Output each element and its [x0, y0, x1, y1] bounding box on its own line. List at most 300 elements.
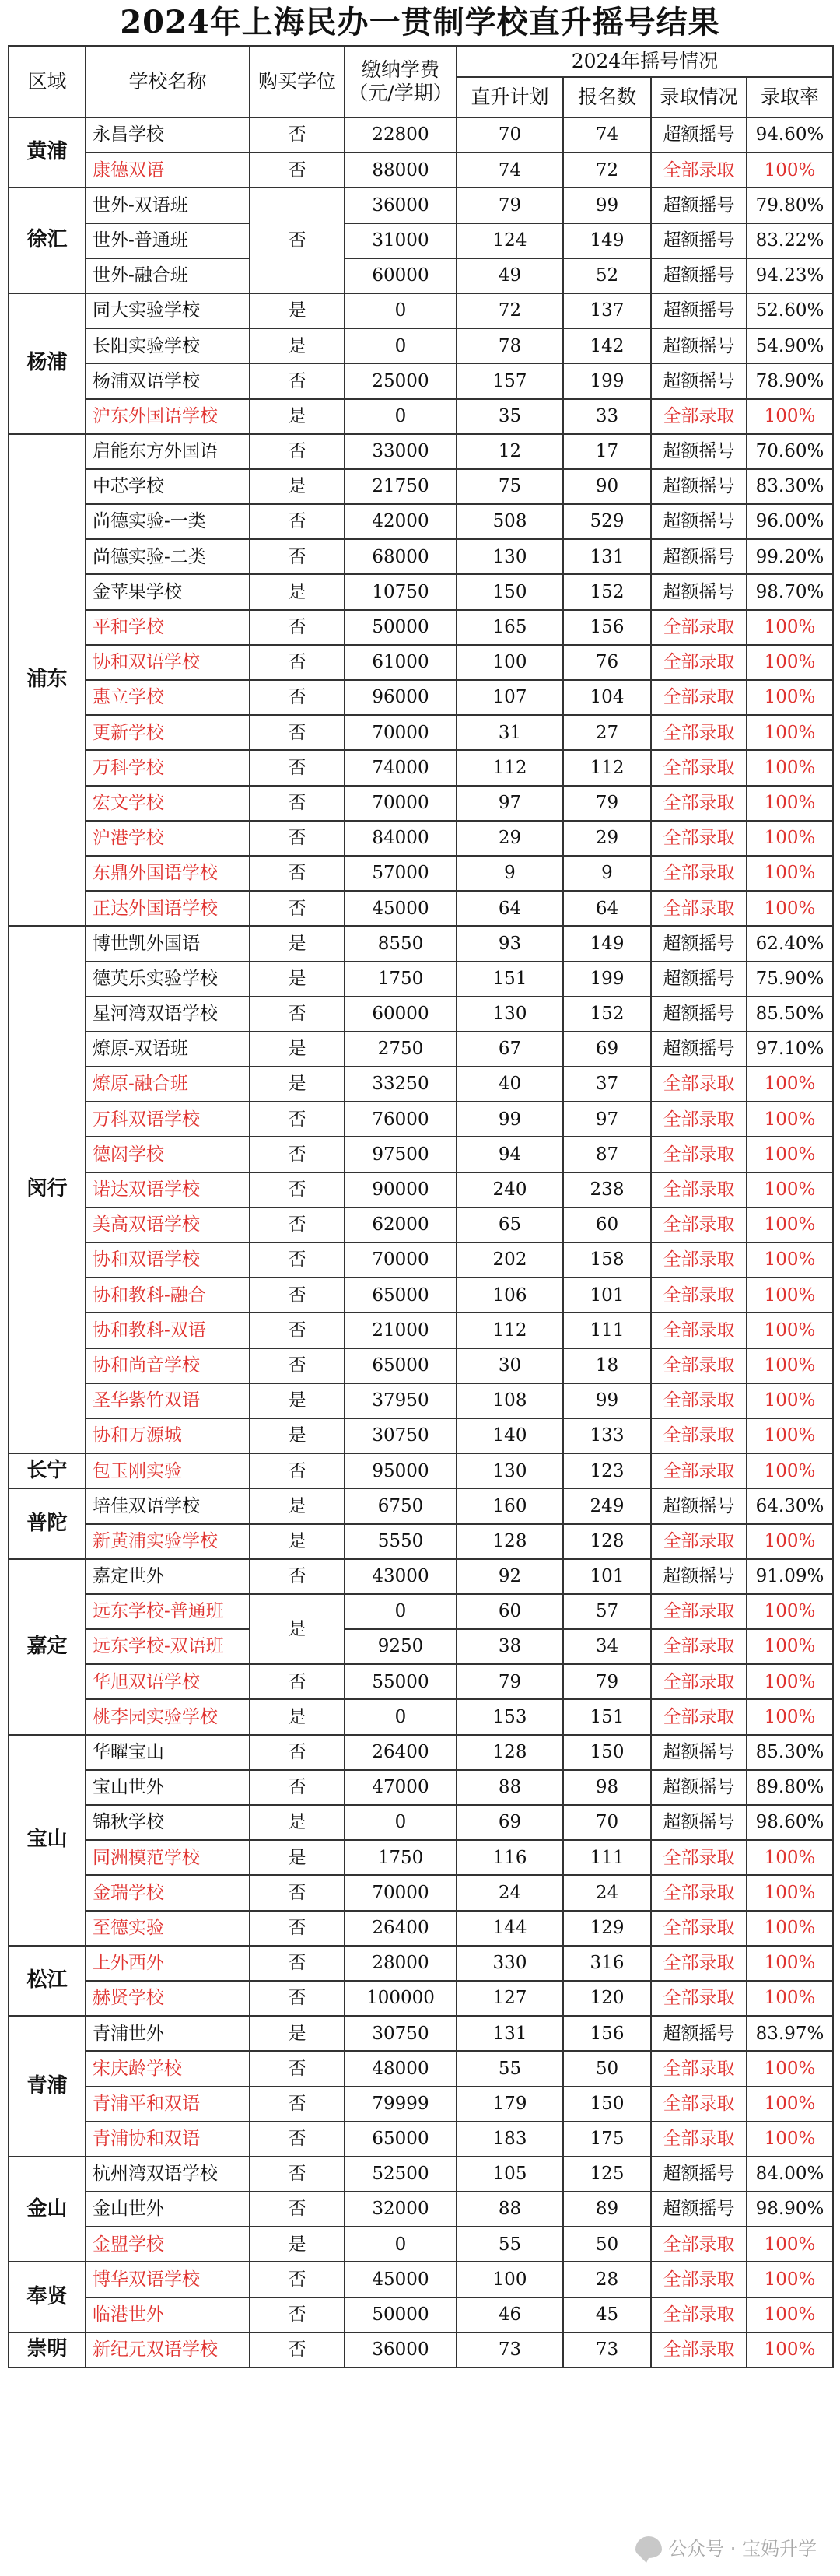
- fee-cell: 5550: [345, 1524, 457, 1559]
- status-cell: 超额摇号: [651, 1735, 747, 1770]
- plan-cell: 100: [457, 645, 563, 680]
- plan-cell: 35: [457, 399, 563, 434]
- fee-cell: 90000: [345, 1172, 457, 1207]
- rate-cell: 84.00%: [747, 2157, 833, 2192]
- buy-cell: 否: [250, 1875, 345, 1910]
- status-cell: 全部录取: [651, 1453, 747, 1488]
- rate-cell: 79.80%: [747, 188, 833, 223]
- region-cell: 杨浦: [9, 293, 86, 434]
- buy-cell: 是: [250, 2016, 345, 2051]
- buy-cell: 否: [250, 152, 345, 188]
- applicants-cell: 238: [563, 1172, 651, 1207]
- status-cell: 超额摇号: [651, 1805, 747, 1840]
- fee-cell: 61000: [345, 645, 457, 680]
- rate-cell: 85.30%: [747, 1735, 833, 1770]
- school-name-cell: 启能东方外国语: [86, 434, 250, 469]
- table-row: [9, 1699, 833, 1734]
- rate-cell: 100%: [747, 1629, 833, 1664]
- applicants-cell: 69: [563, 1032, 651, 1067]
- table-row: [9, 1067, 833, 1102]
- rate-cell: 100%: [747, 1911, 833, 1946]
- fee-cell: 76000: [345, 1102, 457, 1137]
- table-row: [9, 891, 833, 926]
- applicants-cell: 37: [563, 1067, 651, 1102]
- school-name-cell: 培佳双语学校: [86, 1488, 250, 1523]
- status-cell: 全部录取: [651, 2297, 747, 2332]
- rate-cell: 100%: [747, 1981, 833, 2016]
- school-name-cell: 桃李园实验学校: [86, 1699, 250, 1734]
- table-row: [9, 1032, 833, 1067]
- rate-cell: 98.90%: [747, 2192, 833, 2227]
- status-cell: 全部录取: [651, 1594, 747, 1629]
- school-name-cell: 华曜宝山: [86, 1735, 250, 1770]
- fee-cell: 37950: [345, 1383, 457, 1418]
- table-row: [9, 1594, 833, 1629]
- school-name-cell: 临港世外: [86, 2297, 250, 2332]
- plan-cell: 67: [457, 1032, 563, 1067]
- table-row: [9, 1172, 833, 1207]
- school-name-cell: 宋庆龄学校: [86, 2051, 250, 2086]
- fee-cell: 2750: [345, 1032, 457, 1067]
- buy-cell: 是: [250, 1805, 345, 1840]
- fee-cell: 30750: [345, 2016, 457, 2051]
- rate-cell: 83.22%: [747, 223, 833, 258]
- rate-cell: 100%: [747, 1524, 833, 1559]
- table-row: [9, 645, 833, 680]
- school-name-cell: 万科学校: [86, 750, 250, 785]
- page-title: 2024年上海民办一贯制学校直升摇号结果: [120, 4, 720, 40]
- buy-cell: 是: [250, 399, 345, 434]
- table-row: [9, 997, 833, 1032]
- rate-cell: 100%: [747, 2087, 833, 2122]
- buy-cell: 否: [250, 680, 345, 715]
- fee-cell: 45000: [345, 2262, 457, 2297]
- buy-cell: 否: [250, 1348, 345, 1383]
- status-cell: 全部录取: [651, 1207, 747, 1242]
- plan-cell: 88: [457, 2192, 563, 2227]
- school-name-cell: 德英乐实验学校: [86, 962, 250, 997]
- fee-cell: 0: [345, 328, 457, 363]
- fee-cell: 6750: [345, 1488, 457, 1523]
- plan-cell: 29: [457, 821, 563, 856]
- applicants-cell: 151: [563, 1699, 651, 1734]
- status-cell: 全部录取: [651, 1840, 747, 1875]
- buy-cell: 否: [250, 821, 345, 856]
- table-row: [9, 1277, 833, 1313]
- table-row: [9, 469, 833, 504]
- rate-cell: 100%: [747, 715, 833, 750]
- status-cell: 全部录取: [651, 786, 747, 821]
- plan-cell: 65: [457, 1207, 563, 1242]
- applicants-cell: 50: [563, 2051, 651, 2086]
- table-row: [9, 1102, 833, 1137]
- table-row: [9, 1524, 833, 1559]
- watermark-text: 公众号 · 宝妈升学: [668, 2538, 817, 2560]
- applicants-cell: 89: [563, 2192, 651, 2227]
- school-name-cell: 东鼎外国语学校: [86, 856, 250, 891]
- fee-cell: 50000: [345, 2297, 457, 2332]
- status-cell: 超额摇号: [651, 1770, 747, 1805]
- fee-cell: 70000: [345, 1875, 457, 1910]
- applicants-cell: 64: [563, 891, 651, 926]
- status-cell: 超额摇号: [651, 258, 747, 293]
- rate-cell: 100%: [747, 856, 833, 891]
- header-rate: 录取率: [747, 77, 833, 117]
- applicants-cell: 175: [563, 2122, 651, 2157]
- header-region: 区域: [9, 46, 86, 117]
- plan-cell: 78: [457, 328, 563, 363]
- applicants-cell: 33: [563, 399, 651, 434]
- table-row: [9, 2262, 833, 2297]
- school-name-cell: 正达外国语学校: [86, 891, 250, 926]
- header-school: 学校名称: [86, 46, 250, 117]
- region-cell: 青浦: [9, 2016, 86, 2157]
- chat-bubble-icon: [635, 2536, 662, 2558]
- status-cell: 超额摇号: [651, 2157, 747, 2192]
- status-cell: 超额摇号: [651, 434, 747, 469]
- rate-cell: 100%: [747, 1067, 833, 1102]
- status-cell: 全部录取: [651, 891, 747, 926]
- rate-cell: 100%: [747, 1875, 833, 1910]
- buy-cell: 是: [250, 1524, 345, 1559]
- rate-cell: 89.80%: [747, 1770, 833, 1805]
- rate-cell: 100%: [747, 750, 833, 785]
- table-row: [9, 399, 833, 434]
- rate-cell: 91.09%: [747, 1559, 833, 1594]
- rate-cell: 54.90%: [747, 328, 833, 363]
- school-name-cell: 新纪元双语学校: [86, 2332, 250, 2367]
- status-cell: 全部录取: [651, 715, 747, 750]
- buy-cell: 否: [250, 1735, 345, 1770]
- applicants-cell: 152: [563, 574, 651, 609]
- buy-cell: 是: [250, 328, 345, 363]
- status-cell: 超额摇号: [651, 328, 747, 363]
- buy-cell: 否: [250, 715, 345, 750]
- buy-cell: 否: [250, 2051, 345, 2086]
- school-name-cell: 青浦协和双语: [86, 2122, 250, 2157]
- applicants-cell: 129: [563, 1911, 651, 1946]
- table-row: [9, 117, 833, 152]
- school-name-cell: 金瑞学校: [86, 1875, 250, 1910]
- school-name-cell: 星河湾双语学校: [86, 997, 250, 1032]
- table-row: [9, 1453, 833, 1488]
- applicants-cell: 131: [563, 539, 651, 574]
- table-row: [9, 258, 833, 293]
- buy-cell: 是: [250, 1840, 345, 1875]
- applicants-cell: 158: [563, 1242, 651, 1277]
- plan-cell: 202: [457, 1242, 563, 1277]
- rate-cell: 100%: [747, 645, 833, 680]
- table-row: [9, 223, 833, 258]
- school-name-cell: 协和教科-双语: [86, 1313, 250, 1348]
- school-name-cell: 燎原-双语班: [86, 1032, 250, 1067]
- table-row: [9, 786, 833, 821]
- rate-cell: 100%: [747, 891, 833, 926]
- school-name-cell: 锦秋学校: [86, 1805, 250, 1840]
- fee-cell: 0: [345, 399, 457, 434]
- plan-cell: 108: [457, 1383, 563, 1418]
- school-name-cell: 青浦世外: [86, 2016, 250, 2051]
- applicants-cell: 99: [563, 1383, 651, 1418]
- buy-cell: 是: [250, 1067, 345, 1102]
- header-fee: 缴纳学费（元/学期）: [345, 46, 457, 117]
- region-cell: 奉贤: [9, 2262, 86, 2332]
- school-name-cell: 沪港学校: [86, 821, 250, 856]
- plan-cell: 74: [457, 152, 563, 188]
- table-row: [9, 2332, 833, 2367]
- table-row: [9, 1840, 833, 1875]
- rate-cell: 100%: [747, 152, 833, 188]
- buy-cell: 否: [250, 1102, 345, 1137]
- plan-cell: 140: [457, 1418, 563, 1453]
- plan-cell: 128: [457, 1735, 563, 1770]
- status-cell: 超额摇号: [651, 1488, 747, 1523]
- plan-cell: 165: [457, 610, 563, 645]
- status-cell: 全部录取: [651, 1067, 747, 1102]
- plan-cell: 105: [457, 2157, 563, 2192]
- rate-cell: 100%: [747, 2227, 833, 2262]
- header-plan: 直升计划: [457, 77, 563, 117]
- buy-cell: 是: [250, 1594, 345, 1664]
- rate-cell: 100%: [747, 1453, 833, 1488]
- buy-cell: 否: [250, 2262, 345, 2297]
- fee-cell: 47000: [345, 1770, 457, 1805]
- school-name-cell: 德闳学校: [86, 1137, 250, 1172]
- buy-cell: 否: [250, 2122, 345, 2157]
- school-name-cell: 永昌学校: [86, 117, 250, 152]
- fee-cell: 25000: [345, 363, 457, 398]
- status-cell: 全部录取: [651, 1664, 747, 1699]
- header-buy: 购买学位: [250, 46, 345, 117]
- school-name-cell: 新黄浦实验学校: [86, 1524, 250, 1559]
- rate-cell: 100%: [747, 1664, 833, 1699]
- table-row: [9, 1911, 833, 1946]
- plan-cell: 60: [457, 1594, 563, 1629]
- plan-cell: 127: [457, 1981, 563, 2016]
- fee-cell: 97500: [345, 1137, 457, 1172]
- rate-cell: 100%: [747, 2262, 833, 2297]
- fee-cell: 30750: [345, 1418, 457, 1453]
- status-cell: 全部录取: [651, 152, 747, 188]
- results-table: [8, 45, 834, 2368]
- status-cell: 全部录取: [651, 856, 747, 891]
- fee-cell: 22800: [345, 117, 457, 152]
- table-row: [9, 363, 833, 398]
- school-name-cell: 协和教科-融合: [86, 1277, 250, 1313]
- table-row: [9, 821, 833, 856]
- applicants-cell: 112: [563, 750, 651, 785]
- school-name-cell: 协和尚音学校: [86, 1348, 250, 1383]
- fee-cell: 31000: [345, 223, 457, 258]
- applicants-cell: 73: [563, 2332, 651, 2367]
- buy-cell: 是: [250, 926, 345, 961]
- rate-cell: 100%: [747, 1594, 833, 1629]
- rate-cell: 75.90%: [747, 962, 833, 997]
- buy-cell: 否: [250, 504, 345, 539]
- status-cell: 全部录取: [651, 1699, 747, 1734]
- fee-cell: 32000: [345, 2192, 457, 2227]
- fee-cell: 26400: [345, 1735, 457, 1770]
- applicants-cell: 101: [563, 1559, 651, 1594]
- rate-cell: 62.40%: [747, 926, 833, 961]
- plan-cell: 116: [457, 1840, 563, 1875]
- status-cell: 超额摇号: [651, 469, 747, 504]
- applicants-cell: 120: [563, 1981, 651, 2016]
- status-cell: 超额摇号: [651, 2192, 747, 2227]
- plan-cell: 94: [457, 1137, 563, 1172]
- table-row: [9, 2227, 833, 2262]
- buy-cell: 是: [250, 2227, 345, 2262]
- table-row: [9, 856, 833, 891]
- rate-cell: 83.97%: [747, 2016, 833, 2051]
- buy-cell: 否: [250, 1559, 345, 1594]
- plan-cell: 69: [457, 1805, 563, 1840]
- rate-cell: 64.30%: [747, 1488, 833, 1523]
- applicants-cell: 97: [563, 1102, 651, 1137]
- applicants-cell: 28: [563, 2262, 651, 2297]
- buy-cell: 否: [250, 1453, 345, 1488]
- buy-cell: 否: [250, 856, 345, 891]
- status-cell: 全部录取: [651, 610, 747, 645]
- table-row: [9, 2297, 833, 2332]
- header-status: 录取情况: [651, 77, 747, 117]
- applicants-cell: 99: [563, 188, 651, 223]
- status-cell: 全部录取: [651, 2087, 747, 2122]
- table-row: [9, 434, 833, 469]
- applicants-cell: 45: [563, 2297, 651, 2332]
- table-row: [9, 2016, 833, 2051]
- plan-cell: 150: [457, 574, 563, 609]
- school-name-cell: 惠立学校: [86, 680, 250, 715]
- plan-cell: 38: [457, 1629, 563, 1664]
- school-name-cell: 协和双语学校: [86, 1242, 250, 1277]
- status-cell: 超额摇号: [651, 1032, 747, 1067]
- school-name-cell: 协和万源城: [86, 1418, 250, 1453]
- buy-cell: 否: [250, 1207, 345, 1242]
- buy-cell: 否: [250, 363, 345, 398]
- school-name-cell: 中芯学校: [86, 469, 250, 504]
- table-row: [9, 1735, 833, 1770]
- fee-cell: 95000: [345, 1453, 457, 1488]
- status-cell: 超额摇号: [651, 997, 747, 1032]
- buy-cell: 是: [250, 1699, 345, 1734]
- buy-cell: 否: [250, 117, 345, 152]
- status-cell: 超额摇号: [651, 363, 747, 398]
- table-row: [9, 328, 833, 363]
- buy-cell: 否: [250, 2157, 345, 2192]
- plan-cell: 79: [457, 188, 563, 223]
- region-cell: 长宁: [9, 1453, 86, 1488]
- rate-cell: 78.90%: [747, 363, 833, 398]
- school-name-cell: 同大实验学校: [86, 293, 250, 328]
- plan-cell: 24: [457, 1875, 563, 1910]
- applicants-cell: 133: [563, 1418, 651, 1453]
- rate-cell: 100%: [747, 1277, 833, 1313]
- table-row: [9, 2192, 833, 2227]
- school-name-cell: 博华双语学校: [86, 2262, 250, 2297]
- fee-cell: 43000: [345, 1559, 457, 1594]
- table-row: [9, 1313, 833, 1348]
- status-cell: 超额摇号: [651, 574, 747, 609]
- table-row: [9, 1383, 833, 1418]
- rate-cell: 100%: [747, 1840, 833, 1875]
- header-applicants: 报名数: [563, 77, 651, 117]
- table-row: [9, 1629, 833, 1664]
- buy-cell: 是: [250, 574, 345, 609]
- plan-cell: 55: [457, 2227, 563, 2262]
- buy-cell: 否: [250, 1770, 345, 1805]
- fee-cell: 62000: [345, 1207, 457, 1242]
- plan-cell: 64: [457, 891, 563, 926]
- fee-cell: 52500: [345, 2157, 457, 2192]
- applicants-cell: 70: [563, 1805, 651, 1840]
- fee-cell: 74000: [345, 750, 457, 785]
- applicants-cell: 72: [563, 152, 651, 188]
- rate-cell: 100%: [747, 1348, 833, 1383]
- school-name-cell: 长阳实验学校: [86, 328, 250, 363]
- plan-cell: 112: [457, 1313, 563, 1348]
- rate-cell: 100%: [747, 1699, 833, 1734]
- status-cell: 全部录取: [651, 399, 747, 434]
- school-name-cell: 杭州湾双语学校: [86, 2157, 250, 2192]
- plan-cell: 31: [457, 715, 563, 750]
- rate-cell: 100%: [747, 399, 833, 434]
- school-name-cell: 燎原-融合班: [86, 1067, 250, 1102]
- plan-cell: 157: [457, 363, 563, 398]
- school-name-cell: 万科双语学校: [86, 1102, 250, 1137]
- school-name-cell: 青浦平和双语: [86, 2087, 250, 2122]
- status-cell: 全部录取: [651, 1242, 747, 1277]
- rate-cell: 94.60%: [747, 117, 833, 152]
- buy-cell: 否: [250, 786, 345, 821]
- table-row: [9, 1770, 833, 1805]
- plan-cell: 93: [457, 926, 563, 961]
- table-row: [9, 1242, 833, 1277]
- rate-cell: 100%: [747, 1172, 833, 1207]
- plan-cell: 179: [457, 2087, 563, 2122]
- fee-cell: 70000: [345, 715, 457, 750]
- plan-cell: 70: [457, 117, 563, 152]
- status-cell: 全部录取: [651, 1313, 747, 1348]
- applicants-cell: 111: [563, 1313, 651, 1348]
- plan-cell: 107: [457, 680, 563, 715]
- fee-cell: 42000: [345, 504, 457, 539]
- applicants-cell: 249: [563, 1488, 651, 1523]
- table-row: [9, 610, 833, 645]
- school-name-cell: 远东学校-双语班: [86, 1629, 250, 1664]
- status-cell: 全部录取: [651, 645, 747, 680]
- rate-cell: 70.60%: [747, 434, 833, 469]
- status-cell: 全部录取: [651, 1172, 747, 1207]
- school-name-cell: 美高双语学校: [86, 1207, 250, 1242]
- fee-cell: 70000: [345, 786, 457, 821]
- school-name-cell: 康德双语: [86, 152, 250, 188]
- applicants-cell: 17: [563, 434, 651, 469]
- status-cell: 超额摇号: [651, 539, 747, 574]
- buy-cell: 是: [250, 1383, 345, 1418]
- buy-cell: 是: [250, 293, 345, 328]
- plan-cell: 130: [457, 1453, 563, 1488]
- table-row: [9, 293, 833, 328]
- school-name-cell: 金山世外: [86, 2192, 250, 2227]
- school-name-cell: 杨浦双语学校: [86, 363, 250, 398]
- school-name-cell: 博世凯外国语: [86, 926, 250, 961]
- status-cell: 超额摇号: [651, 962, 747, 997]
- applicants-cell: 111: [563, 1840, 651, 1875]
- plan-cell: 130: [457, 997, 563, 1032]
- buy-cell: 否: [250, 2192, 345, 2227]
- rate-cell: 100%: [747, 1137, 833, 1172]
